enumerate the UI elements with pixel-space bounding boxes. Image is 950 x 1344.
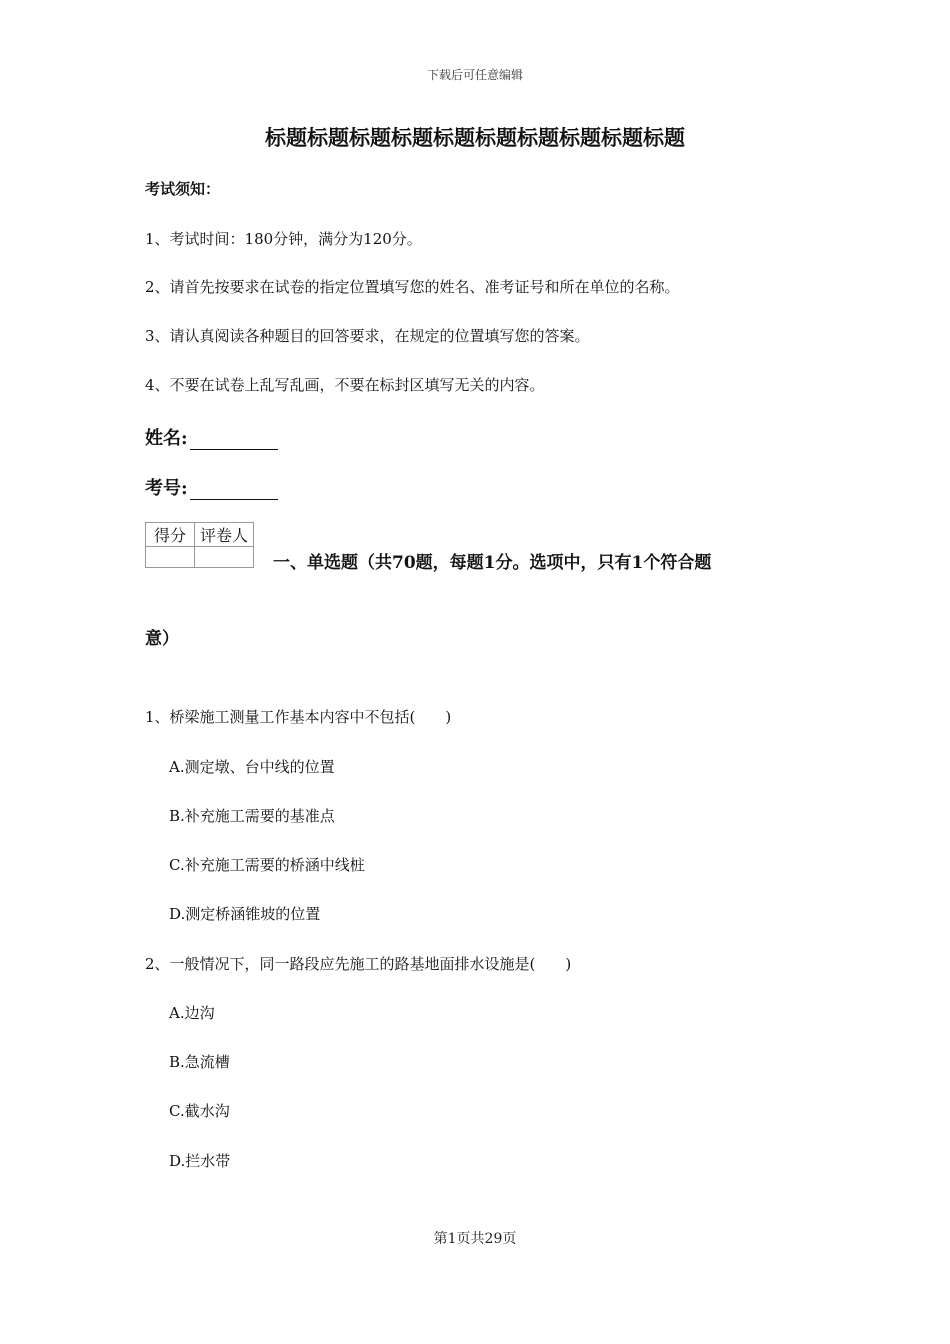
answer-option: A.边沟: [169, 1004, 215, 1022]
question-text: 2、一般情况下，同一路段应先施工的路基地面排水设施是( ): [145, 955, 572, 973]
grader-cell[interactable]: [195, 547, 254, 568]
id-label: 考号:: [145, 478, 188, 499]
header-note: 下载后可任意编辑: [426, 68, 523, 82]
page-footer: 第1页共29页: [433, 1231, 517, 1247]
answer-option: D.拦水带: [169, 1152, 231, 1170]
score-header: 得分: [146, 523, 195, 547]
answer-option: B.补充施工需要的基准点: [169, 807, 335, 825]
answer-option: C.补充施工需要的桥涵中线桩: [169, 856, 365, 874]
grader-header: 评卷人: [195, 523, 254, 547]
question-text: 1、桥梁施工测量工作基本内容中不包括( ): [145, 708, 452, 726]
section-title: 一、单选题（共70题，每题1分。选项中，只有1个符合题: [273, 553, 712, 573]
answer-option: D.测定桥涵锥坡的位置: [169, 905, 321, 923]
answer-option: B.急流槽: [169, 1053, 230, 1071]
answer-option: C.截水沟: [169, 1102, 230, 1120]
section-title-continued: 意）: [145, 629, 179, 649]
score-cell[interactable]: [146, 547, 195, 568]
name-label: 姓名:: [145, 428, 188, 449]
score-table: [145, 522, 254, 568]
notice-heading: 考试须知：: [145, 180, 221, 198]
name-blank[interactable]: [190, 431, 278, 450]
notice-rule: 3、请认真阅读各种题目的回答要求，在规定的位置填写您的答案。: [145, 327, 590, 345]
id-field: [145, 474, 278, 500]
name-field: [145, 424, 278, 450]
notice-rule: 1、考试时间：180分钟，满分为120分。: [145, 230, 422, 248]
answer-option: A.测定墩、台中线的位置: [169, 758, 335, 776]
notice-rule: 4、不要在试卷上乱写乱画，不要在标封区填写无关的内容。: [145, 376, 545, 394]
notice-rule: 2、请首先按要求在试卷的指定位置填写您的姓名、准考证号和所在单位的名称。: [145, 278, 680, 296]
id-blank[interactable]: [190, 481, 278, 500]
document-title: 标题标题标题标题标题标题标题标题标题标题: [265, 125, 685, 150]
